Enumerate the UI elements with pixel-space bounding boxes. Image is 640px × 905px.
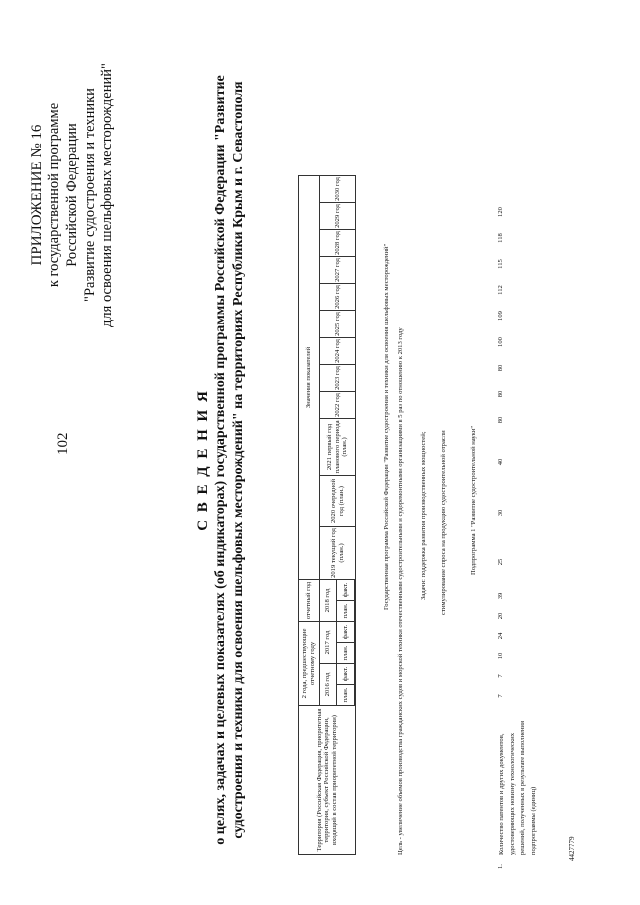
row-value: 80: [497, 416, 504, 424]
values-header: Значения показателей: [299, 176, 320, 580]
row-value: 80: [497, 390, 504, 398]
col-year-header: 2024 год: [320, 338, 356, 365]
appendix-line: к государственной программе: [46, 102, 63, 288]
appendix-block: [28, 45, 117, 345]
row-value: 80: [497, 364, 504, 372]
document-heading: [195, 40, 248, 880]
row-value: 100: [497, 337, 504, 347]
row-value: 118: [497, 233, 504, 243]
row-value: 25: [497, 558, 504, 566]
fact-header: факт.: [337, 664, 355, 685]
territory-header: Территория (Российская Федерация, приоритетная территория, субъект Российской Федерации, входящий в состав приоритетной территории): [299, 706, 356, 855]
section-program: Государственная программа Российской Федерации "Развитие судостроения и техники для освоения шельфовых месторождений": [383, 243, 390, 610]
row-value: 30: [497, 509, 504, 517]
prior-years-header: 2 года, предшествующие отчетному году: [299, 622, 320, 706]
section-task-2: стимулирование спроса на продукцию судостроительной отрасли: [440, 430, 447, 615]
row-value: 24: [497, 632, 504, 640]
heading-subtitle-1: о целях, задачах и целевых показателях (об индикаторах) государственной программы Российской Федерации "Развитие: [213, 75, 228, 845]
year-2018-header: 2018 год: [320, 580, 337, 622]
year-2016-header: 2016 год: [320, 664, 337, 706]
appendix-line: "Развитие судостроения и техники: [81, 88, 98, 302]
plan-header: план.: [337, 601, 355, 622]
row-value: 112: [497, 285, 504, 295]
row-value: 120: [497, 207, 504, 217]
col-year-header: 2025 год: [320, 311, 356, 338]
appendix-line: для освоения шельфовых месторождений": [99, 63, 116, 327]
row-value: 40: [497, 458, 504, 466]
row-value: 109: [497, 311, 504, 321]
section-task-1: Задачи: поддержка развития производственных мощностей;: [420, 431, 427, 600]
col-year-header: 2026 год: [320, 284, 356, 311]
col-year-header: 2027 год: [320, 257, 356, 284]
report-year-header: отчетный год: [299, 580, 320, 622]
row-value: 39: [497, 592, 504, 600]
heading-subtitle-2: судостроения и техники для освоения шельфовых месторождений" на территориях Республики Крым и г. Севастополя: [231, 81, 247, 839]
row-value: 7: [497, 694, 504, 698]
row-value: 10: [497, 652, 504, 660]
indicators-table-header: [298, 175, 356, 855]
col-year-header: 2022 год: [320, 392, 356, 419]
year-2017-header: 2017 год: [320, 622, 337, 664]
col-year-header: 2030 год: [320, 176, 356, 203]
fact-header: факт.: [337, 622, 355, 643]
col-2019-header: 2019 текущий год (план.): [320, 527, 356, 580]
heading-title: С В Е Д Е Н И Я: [195, 389, 211, 531]
row-value: 20: [497, 612, 504, 620]
row-label: Количество патентов и других документов, удостоверяющих новизну технологических решений, полученных в результате выполнения подпрограммы (единиц): [498, 721, 537, 855]
plan-header: план.: [337, 685, 355, 706]
section-goal: Цель - увеличение объемов производства гражданских судов и морской техники отечественными судостроительными и судоремонтными организациями в 5 раз по отношению к 2013 году: [397, 327, 404, 855]
document-id: 4427779: [568, 836, 576, 861]
col-2020-header: 2020 очередной год (план.): [320, 476, 356, 527]
col-year-header: 2029 год: [320, 203, 356, 230]
col-year-header: 2023 год: [320, 365, 356, 392]
fact-header: факт.: [337, 580, 355, 601]
appendix-title: ПРИЛОЖЕНИЕ № 16: [29, 124, 45, 266]
section-subprogram: Подпрограмма 1 "Развитие судостроительной науки": [470, 425, 477, 575]
appendix-line: Российской Федерации: [63, 123, 80, 267]
plan-header: план.: [337, 643, 355, 664]
row-value: 7: [497, 674, 504, 678]
col-year-header: 2028 год: [320, 230, 356, 257]
row-value: 115: [497, 259, 504, 269]
page-number: 102: [55, 432, 71, 455]
row-number: 1.: [497, 864, 504, 869]
col-2021-header: 2021 первый год планового периода (план.): [320, 419, 356, 476]
